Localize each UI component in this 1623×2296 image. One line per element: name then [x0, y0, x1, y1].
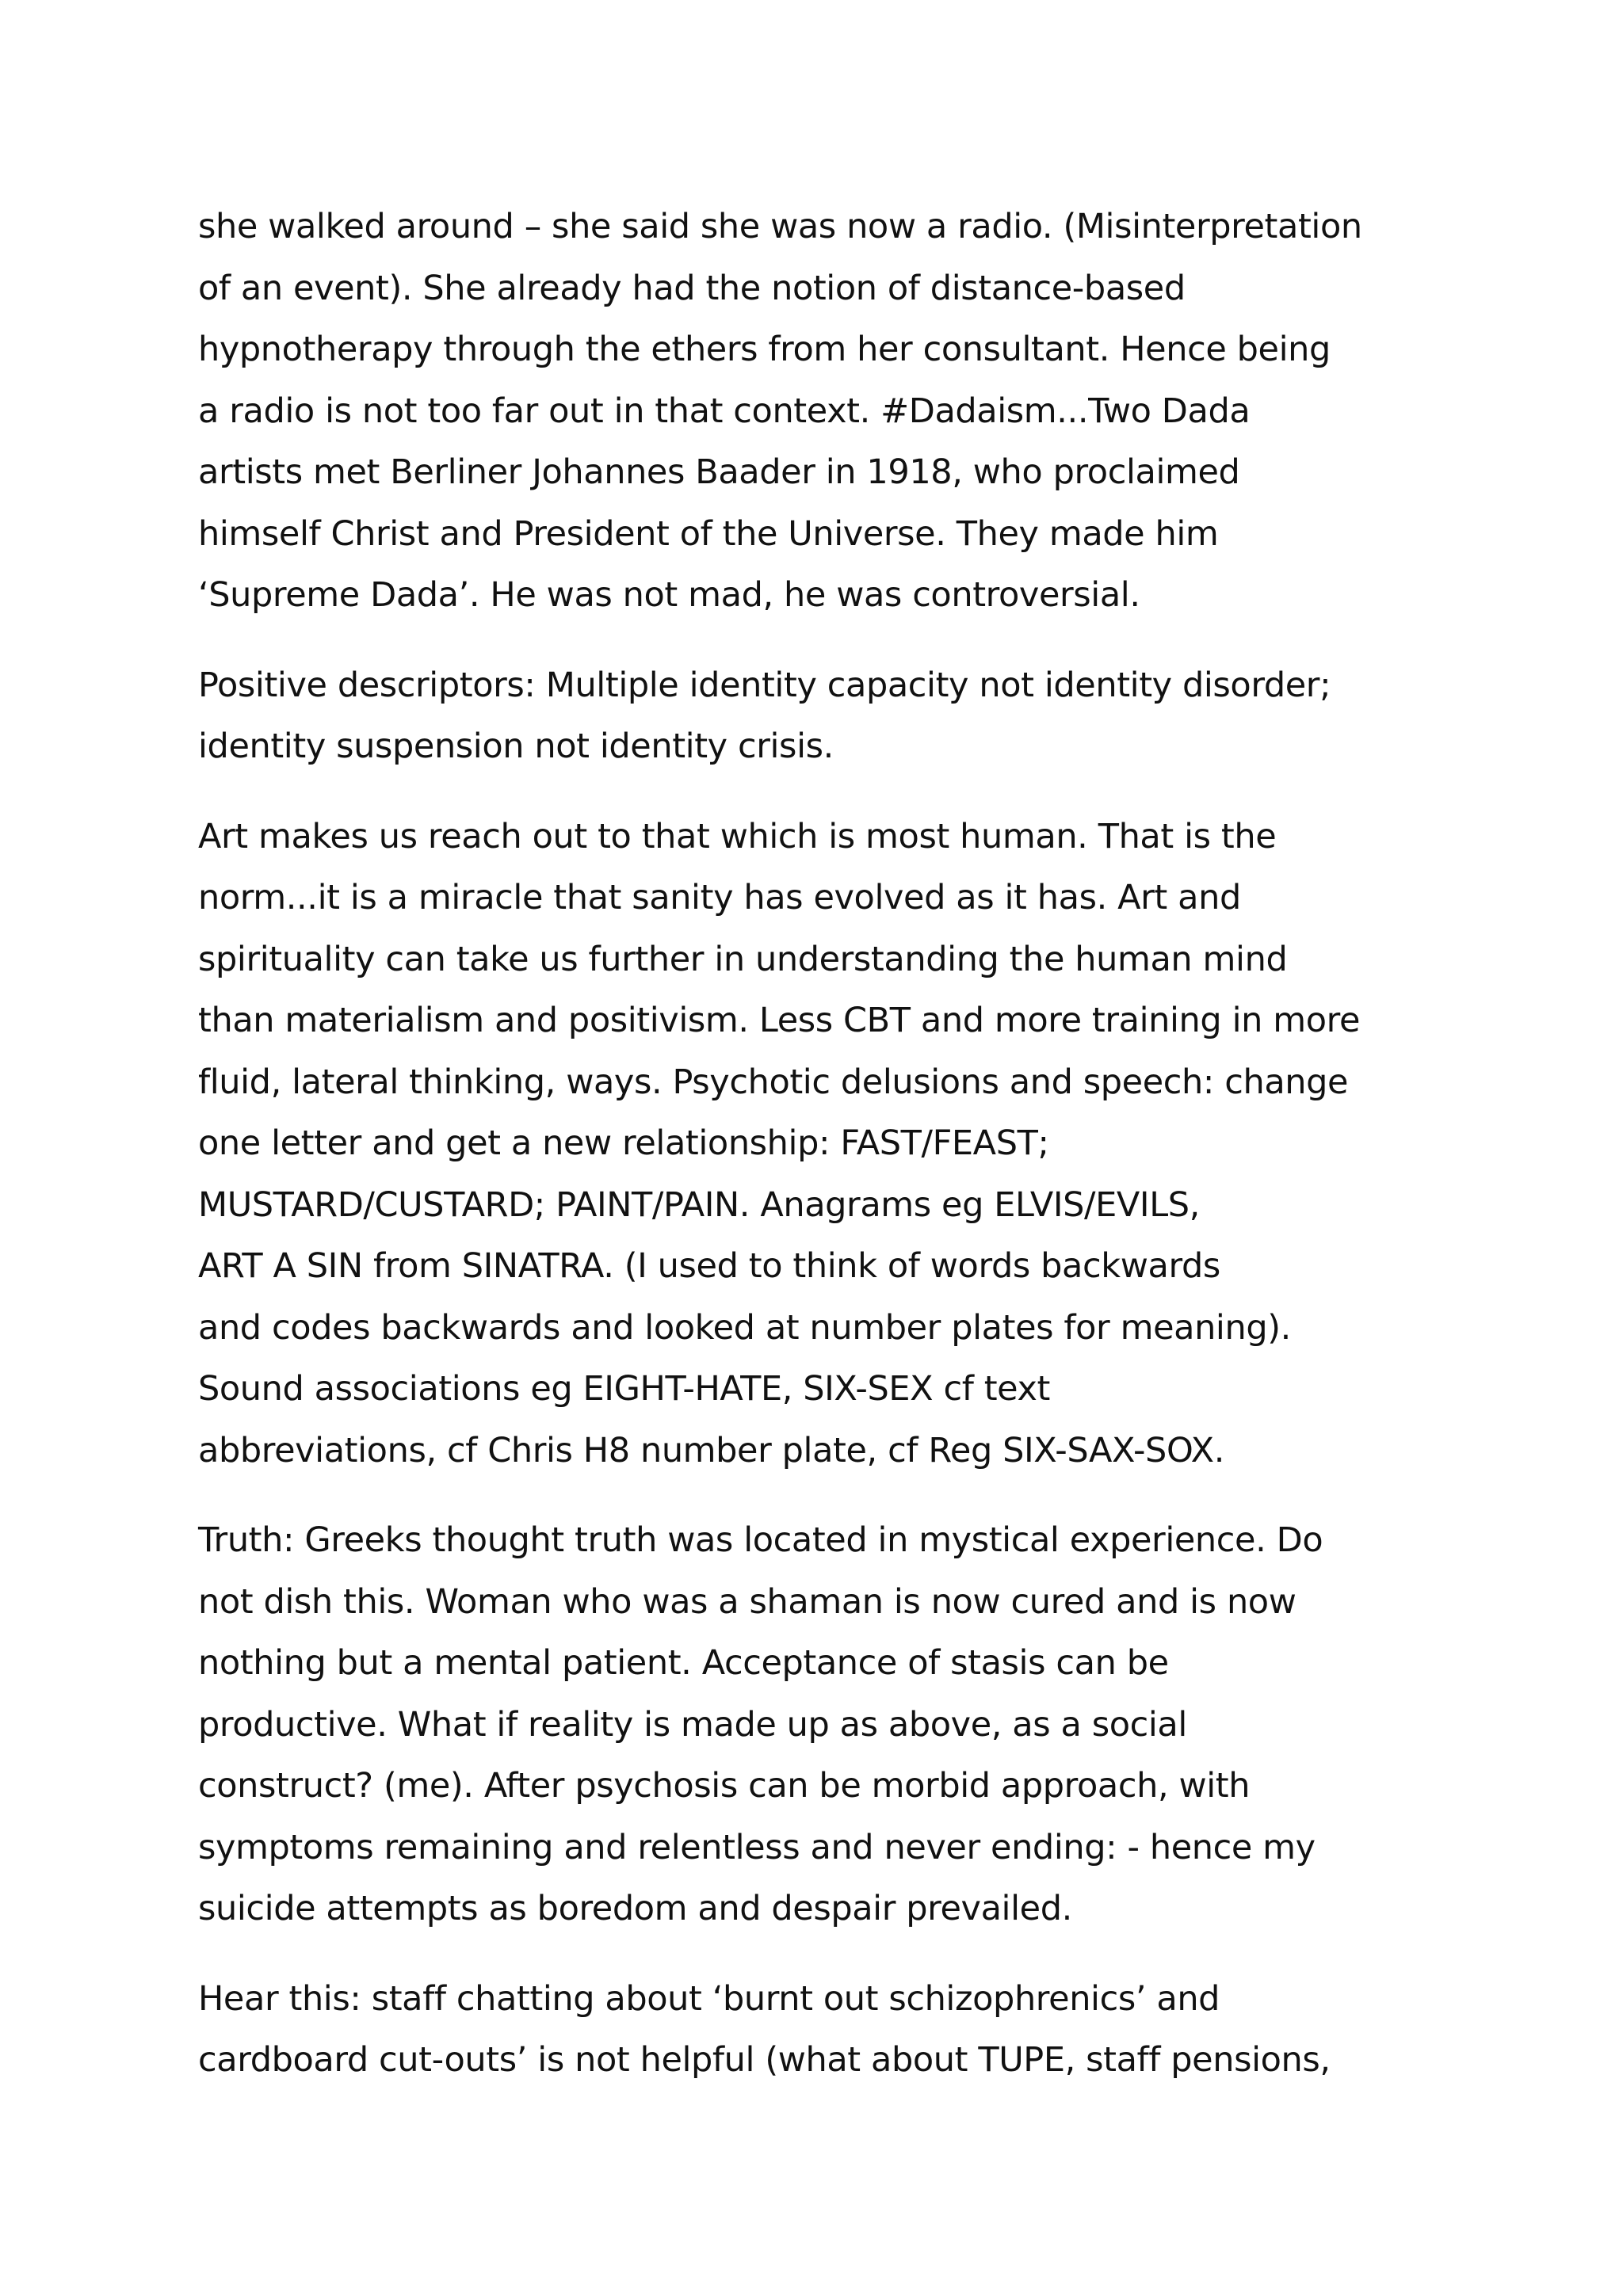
text-line: one letter and get a new relationship: FAST/FEAST; [198, 1123, 1049, 1163]
text-line: symptoms remaining and relentless and never ending: - hence my [198, 1827, 1316, 1867]
text-line: productive. What if reality is made up as above, as a social [198, 1704, 1187, 1745]
text-line: spirituality can take us further in understanding the human mind [198, 939, 1288, 979]
text-line: Truth: Greeks thought truth was located in mystical experience. Do [198, 1520, 1323, 1560]
text-line: ‘Supreme Dada’. He was not mad, he was controversial. [198, 575, 1140, 615]
text-line: not dish this. Woman who was a shaman is now cured and is now [198, 1581, 1296, 1622]
text-line: nothing but a mental patient. Acceptance of stasis can be [198, 1643, 1169, 1683]
text-line: MUSTARD/CUSTARD; PAINT/PAIN. Anagrams eg ELVIS/EVILS, [198, 1184, 1200, 1225]
text-line: fluid, lateral thinking, ways. Psychotic delusions and speech: change [198, 1062, 1349, 1102]
text-line: a radio is not too far out in that context. #Dadaism...Two Dada [198, 391, 1251, 431]
body-text [198, 196, 1450, 2120]
text-line: Hear this: staff chatting about ‘burnt out schizophrenics’ and [198, 1978, 1220, 2019]
paragraph-positive-descriptors [198, 655, 1450, 778]
text-line: norm...it is a miracle that sanity has evolved as it has. Art and [198, 878, 1241, 917]
paragraph-art-and-spirituality [198, 807, 1450, 1482]
text-line: of an event). She already had the notion of distance-based [198, 268, 1186, 308]
text-line: than materialism and positivism. Less CBT and more training in more [198, 1001, 1361, 1040]
text-line: cardboard cut-outs’ is not helpful (what about TUPE, staff pensions, [198, 2040, 1331, 2080]
text-line: identity suspension not identity crisis. [198, 727, 834, 766]
text-line: ART A SIN from SINATRA. (I used to think of words backwards [198, 1246, 1220, 1286]
text-line: himself Christ and President of the Universe. They made him [198, 513, 1219, 554]
text-line: hypnotherapy through the ethers from her consultant. Hence being [198, 330, 1331, 369]
text-line: and codes backwards and looked at number plates for meaning). [198, 1307, 1291, 1348]
text-line: Sound associations eg EIGHT-HATE, SIX-SEX cf text [198, 1369, 1050, 1409]
text-line: artists met Berliner Johannes Baader in 1918, who proclaimed [198, 452, 1240, 492]
text-line: abbreviations, cf Chris H8 number plate, cf Reg SIX-SAX-SOX. [198, 1430, 1224, 1470]
text-line: Positive descriptors: Multiple identity capacity not identity disorder; [198, 665, 1331, 705]
text-line: suicide attempts as boredom and despair prevailed. [198, 1889, 1072, 1928]
text-line: she walked around – she said she was now a radio. (Misinterpretation [198, 207, 1362, 246]
paragraph-truth [198, 1510, 1450, 1940]
text-line: Art makes us reach out to that which is most human. That is the [198, 816, 1277, 856]
paragraph-radio-dadaism [198, 196, 1450, 627]
text-line: construct? (me). After psychosis can be morbid approach, with [198, 1766, 1251, 1806]
paragraph-hear-this [198, 1969, 1450, 2092]
